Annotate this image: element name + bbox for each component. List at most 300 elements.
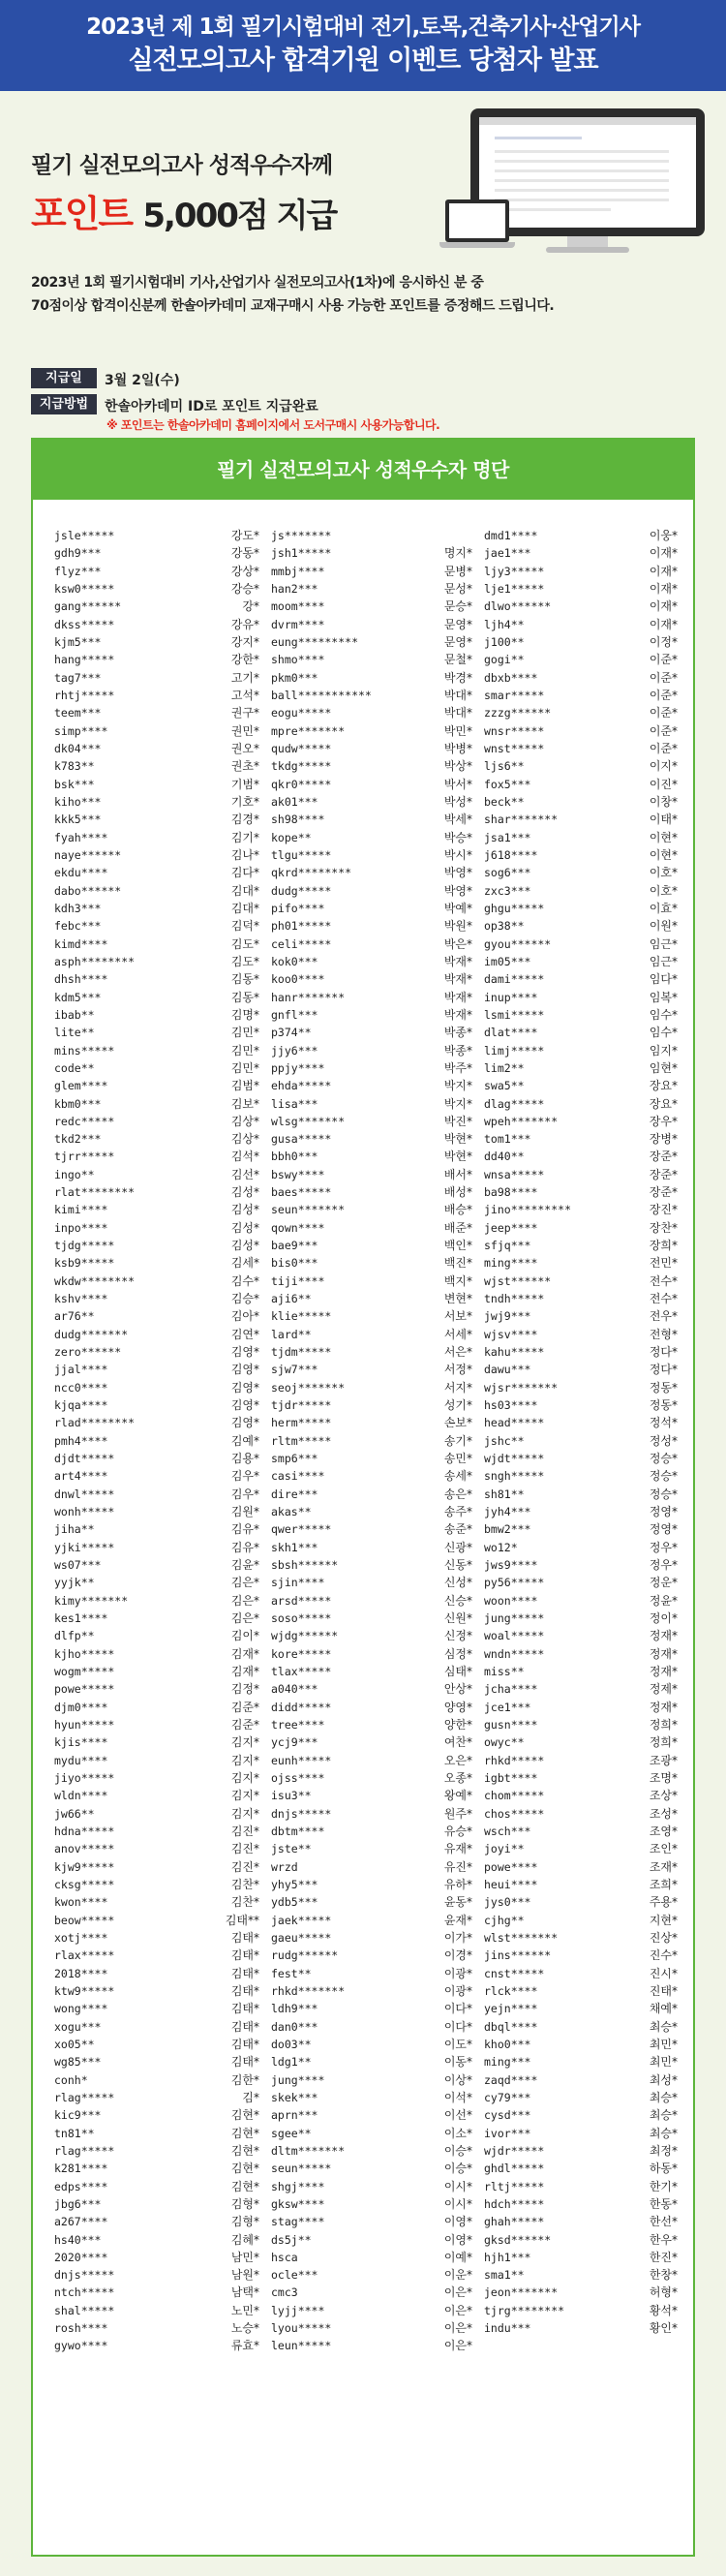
winner-id: wlst******* — [484, 1930, 559, 1945]
winner-id: tree**** — [271, 1717, 325, 1732]
winner-name: 장찬* — [649, 1220, 678, 1235]
winner-id: ba98**** — [484, 1185, 538, 1200]
winner-name: 김명* — [230, 1007, 259, 1022]
winner-entry — [271, 1520, 472, 1538]
winner-entry — [484, 633, 678, 651]
winner-id: wo12* — [484, 1540, 518, 1554]
winner-id: lim2** — [484, 1060, 525, 1075]
winner-entry — [271, 1006, 472, 1024]
winner-id: wjdr***** — [484, 2143, 545, 2158]
winner-name: 장희* — [649, 1239, 678, 1253]
winner-id: baes***** — [271, 1185, 332, 1200]
winner-entry — [484, 2142, 678, 2160]
winner-entry — [484, 2213, 678, 2230]
winner-entry — [484, 1273, 678, 1290]
winner-entry — [271, 1450, 472, 1467]
hero-section — [0, 91, 726, 368]
winner-name: 박민* — [443, 723, 472, 738]
winner-entry — [271, 1733, 472, 1751]
winner-entry — [484, 2231, 678, 2249]
winner-name: 명지* — [443, 546, 472, 561]
winner-name: 김승* — [230, 1292, 259, 1306]
winner-entry — [271, 1556, 472, 1574]
winner-name: 이진* — [649, 777, 678, 791]
winner-id: lje1***** — [484, 581, 545, 596]
winner-entry — [54, 776, 259, 793]
winner-id: kho0*** — [484, 2037, 531, 2051]
winner-name: 임근* — [649, 954, 678, 968]
winner-entry — [271, 953, 472, 970]
winner-id: moom**** — [271, 599, 325, 614]
winner-id: jae1*** — [484, 546, 531, 561]
winner-name: 정이* — [649, 1611, 678, 1626]
winner-id: ycj9*** — [271, 1735, 318, 1750]
winner-name: 김기* — [230, 830, 259, 844]
winner-entry — [54, 989, 259, 1006]
winner-entry — [54, 722, 259, 740]
winner-id: lyjj**** — [271, 2303, 325, 2317]
winner-id: ljy3***** — [484, 564, 545, 578]
winner-id: wkdw******** — [54, 1273, 136, 1288]
winner-entry — [484, 2178, 678, 2195]
winner-entry — [54, 1769, 259, 1787]
winner-id: dabo****** — [54, 883, 122, 898]
winner-id: didd***** — [271, 1700, 332, 1714]
winner-entry — [271, 1467, 472, 1485]
winner-name: 김상* — [230, 1114, 259, 1128]
winner-entry — [54, 740, 259, 757]
winner-entry — [271, 1113, 472, 1130]
winner-name: 김준* — [230, 1700, 259, 1714]
winner-id: kwon**** — [54, 1895, 108, 1910]
winner-entry — [484, 1432, 678, 1450]
winner-entry — [271, 651, 472, 668]
winner-id: ksb9***** — [54, 1256, 115, 1271]
winner-entry — [54, 1077, 259, 1094]
winner-id: pifo**** — [271, 901, 325, 915]
winner-name: 이재* — [649, 581, 678, 596]
winner-id: jyh4*** — [484, 1505, 531, 1519]
winner-entry — [484, 1166, 678, 1183]
winner-name: 진상* — [649, 1930, 678, 1945]
winner-name: 김태* — [230, 1948, 259, 1963]
winner-id: fox5*** — [484, 777, 531, 791]
winner-id: bswy**** — [271, 1167, 325, 1181]
winner-entry — [484, 1840, 678, 1857]
winner-id: flyz*** — [54, 564, 102, 578]
winner-entry — [271, 616, 472, 633]
winner-name: 장병* — [649, 1132, 678, 1147]
winner-id: qkr0***** — [271, 777, 332, 791]
winner-entry — [484, 953, 678, 970]
winner-id: ydb5*** — [271, 1895, 318, 1910]
winner-name: 이준* — [649, 706, 678, 721]
winner-id: gksw**** — [271, 2196, 325, 2211]
winner-entry — [484, 1042, 678, 1059]
winner-id: dltm******* — [271, 2143, 346, 2158]
winner-id: dnjs***** — [54, 2268, 115, 2283]
winner-id: j100** — [484, 634, 525, 649]
winner-name: 김유* — [230, 1522, 259, 1537]
winner-entry — [54, 1840, 259, 1857]
winner-entry — [484, 793, 678, 811]
winner-name: 정영* — [649, 1505, 678, 1519]
winner-name: 최성* — [649, 2072, 678, 2087]
winner-name: 백지* — [443, 1273, 472, 1288]
winner-id: cy79*** — [484, 2090, 531, 2104]
winner-id: ph01***** — [271, 919, 332, 934]
winner-entry — [54, 1699, 259, 1716]
winner-id: ncc0**** — [54, 1380, 108, 1395]
winner-name: 김성* — [230, 1220, 259, 1235]
winner-id: kdh3*** — [54, 901, 102, 915]
winner-name: 김나* — [230, 847, 259, 862]
winner-name: 송세* — [443, 1469, 472, 1484]
winner-id: rlat******** — [54, 1185, 136, 1200]
winner-name: 임근* — [649, 936, 678, 951]
winner-id: ksw0***** — [54, 581, 115, 596]
winner-id: kimy******* — [54, 1593, 129, 1608]
winner-name: 이다* — [443, 2002, 472, 2016]
winner-entry — [54, 2106, 259, 2124]
winner-name: 배서* — [443, 1167, 472, 1181]
winner-name: 김민* — [230, 1060, 259, 1075]
winner-entry — [271, 2106, 472, 2124]
winner-entry — [484, 1539, 678, 1556]
winner-name: 임다* — [649, 972, 678, 987]
winner-id: ojss**** — [271, 1770, 325, 1785]
winner-id: arsd***** — [271, 1593, 332, 1608]
winner-id: tn81** — [54, 2126, 95, 2140]
winner-name: 김예* — [230, 1433, 259, 1448]
winner-entry — [271, 527, 472, 544]
winner-name: 김진* — [230, 1859, 259, 1874]
winner-name: 김영* — [230, 1363, 259, 1377]
winner-entry — [484, 2319, 678, 2337]
winner-name: 김도* — [230, 936, 259, 951]
winner-entry — [484, 1805, 678, 1823]
winner-id: jsh1***** — [271, 546, 332, 561]
winner-entry — [271, 1912, 472, 1929]
winner-entry — [54, 1059, 259, 1077]
winner-id: ppjy**** — [271, 1060, 325, 1075]
winner-entry — [271, 1574, 472, 1591]
winner-name: 김범* — [230, 1079, 259, 1093]
winner-name: 이경* — [443, 1948, 472, 1963]
winner-name: 김선* — [230, 1167, 259, 1181]
winner-id: beow***** — [54, 1913, 115, 1927]
winner-name: 양한* — [443, 1717, 472, 1732]
winner-entry — [484, 598, 678, 615]
winner-entry — [271, 1237, 472, 1254]
winner-entry — [484, 935, 678, 953]
winner-name: 황인* — [649, 2321, 678, 2336]
winner-entry — [271, 2284, 472, 2301]
winner-entry — [54, 900, 259, 917]
winner-entry — [271, 1361, 472, 1378]
winner-id: chos***** — [484, 1806, 545, 1821]
winner-id: lisa*** — [271, 1096, 318, 1111]
winner-id: dvrm**** — [271, 617, 325, 631]
winner-entry — [54, 2266, 259, 2284]
winner-name: 이은* — [443, 2303, 472, 2317]
winner-name: 최정* — [649, 2143, 678, 2158]
winner-id: igbt**** — [484, 1770, 538, 1785]
winner-name: 김혜* — [230, 2232, 259, 2247]
winner-name: 송기* — [443, 1433, 472, 1448]
winner-name: 이시* — [443, 2196, 472, 2211]
winner-name: 박영* — [443, 883, 472, 898]
winner-id: tlgu***** — [271, 847, 332, 862]
winner-id: kshv**** — [54, 1292, 108, 1306]
winner-id: tndh***** — [484, 1292, 545, 1306]
winner-name: 김한* — [230, 2072, 259, 2087]
winner-entry — [484, 1610, 678, 1627]
winner-entry — [54, 953, 259, 970]
winner-id: powe***** — [54, 1682, 115, 1697]
winner-name: 조성* — [649, 1806, 678, 1821]
winner-id: qudw***** — [271, 741, 332, 755]
winner-id: wjdt***** — [484, 1452, 545, 1466]
winner-id: zxc3*** — [484, 883, 531, 898]
winner-name: 김석* — [230, 1150, 259, 1164]
winner-id: yjki***** — [54, 1540, 115, 1554]
winner-entry — [484, 900, 678, 917]
winner-entry — [484, 1219, 678, 1237]
winner-id: mins***** — [54, 1043, 115, 1058]
winner-name: 이가* — [443, 1930, 472, 1945]
winner-name: 송주* — [443, 1505, 472, 1519]
winner-name: 남택* — [230, 2285, 259, 2300]
winner-id: tjdg***** — [54, 1239, 115, 1253]
winner-entry — [54, 793, 259, 811]
winner-id: a040*** — [271, 1682, 318, 1697]
winner-entry — [54, 2284, 259, 2301]
winner-id: glem**** — [54, 1079, 108, 1093]
winner-id: kkk5*** — [54, 813, 102, 827]
winner-entry — [484, 1113, 678, 1130]
winner-entry — [271, 900, 472, 917]
winner-name: 기범* — [230, 777, 259, 791]
winner-id: xotj**** — [54, 1930, 108, 1945]
winner-entry — [271, 757, 472, 775]
winner-id: wnsr***** — [484, 723, 545, 738]
winner-entry — [484, 2036, 678, 2053]
winner-name: 김영* — [230, 1345, 259, 1360]
winner-entry — [484, 1716, 678, 1733]
point-usage-note: ※ 포인트는 한솔아카데미 홈페이지에서 도서구매시 사용가능합니다. — [106, 418, 440, 432]
winner-id: jaek***** — [271, 1913, 332, 1927]
winner-name: 정다* — [649, 1363, 678, 1377]
winner-name: 이창* — [649, 794, 678, 809]
winner-entry — [271, 1592, 472, 1610]
winner-name: 박예* — [443, 901, 472, 915]
winner-entry — [271, 1699, 472, 1716]
winner-name: 왕예* — [443, 1789, 472, 1803]
winner-entry — [54, 1680, 259, 1698]
winner-entry — [271, 1059, 472, 1077]
winner-id: edps**** — [54, 2179, 108, 2193]
winner-entry — [54, 2213, 259, 2230]
winner-entry — [54, 616, 259, 633]
winner-entry — [271, 1876, 472, 1893]
winners-column-3 — [484, 527, 678, 2337]
payment-date-value: 3월 2일(수) — [105, 373, 180, 388]
winner-entry — [54, 1361, 259, 1378]
winner-name: 이다* — [443, 2019, 472, 2034]
winner-id: pkm0*** — [271, 670, 318, 685]
winner-name: 강도* — [230, 529, 259, 542]
winner-entry — [54, 1450, 259, 1467]
winner-entry — [271, 864, 472, 881]
winner-entry — [484, 970, 678, 988]
winner-entry — [271, 1024, 472, 1041]
winner-entry — [54, 1592, 259, 1610]
winner-id: jeon******* — [484, 2285, 559, 2300]
winner-name: 노민* — [230, 2303, 259, 2317]
winner-name: 박은* — [443, 936, 472, 951]
winner-name: 정석* — [649, 1416, 678, 1430]
winner-id: jbg6*** — [54, 2196, 102, 2211]
winner-name: 박성* — [443, 794, 472, 809]
winner-id: yhy5*** — [271, 1877, 318, 1891]
winner-entry — [271, 1893, 472, 1911]
winner-entry — [54, 1183, 259, 1201]
winner-name: 김지* — [230, 1789, 259, 1803]
header-line2: 실전모의고사 합격기원 이벤트 당첨자 발표 — [128, 46, 598, 76]
winner-id: ljh4** — [484, 617, 525, 631]
winner-entry — [484, 882, 678, 900]
winner-entry — [54, 1520, 259, 1538]
winner-id: ldg1** — [271, 2055, 312, 2070]
winner-name: 이영* — [443, 2215, 472, 2229]
winner-id: sog6*** — [484, 866, 531, 880]
winner-id: wjsr******* — [484, 1380, 559, 1395]
winner-name: 김진* — [230, 1842, 259, 1856]
winner-entry — [271, 2231, 472, 2249]
winner-name: 김연* — [230, 1327, 259, 1341]
winner-entry — [484, 1663, 678, 1680]
winner-id: indu*** — [484, 2321, 531, 2336]
winner-id: kjw9***** — [54, 1859, 115, 1874]
winner-name: 배성* — [443, 1185, 472, 1200]
winner-name: 정윤* — [649, 1593, 678, 1608]
winner-id: shal***** — [54, 2303, 115, 2317]
winner-name: 이현* — [649, 847, 678, 862]
winner-id: dk04*** — [54, 741, 102, 755]
winner-id: kahu***** — [484, 1345, 545, 1360]
winner-entry — [54, 1201, 259, 1218]
winner-id: art4**** — [54, 1469, 108, 1484]
winner-id: yyjk** — [54, 1576, 95, 1590]
winner-id: ghah***** — [484, 2215, 545, 2229]
winner-id: cnst***** — [484, 1966, 545, 1980]
winner-entry — [271, 811, 472, 828]
winner-name: 김형* — [230, 2196, 259, 2211]
winner-id: rhkd******* — [271, 1983, 346, 1998]
winner-id: asph******** — [54, 954, 136, 968]
winner-entry — [484, 1467, 678, 1485]
winner-id: wong**** — [54, 2002, 108, 2016]
winner-id: wnsa***** — [484, 1167, 545, 1181]
winner-id: qown**** — [271, 1220, 325, 1235]
winner-entry — [271, 1290, 472, 1307]
winner-name: 박현* — [443, 1132, 472, 1147]
winner-name: 정다* — [649, 1345, 678, 1360]
winner-name: 윤재* — [443, 1913, 472, 1927]
winner-name: 강상* — [230, 564, 259, 578]
winner-id: ehda***** — [271, 1079, 332, 1093]
winner-entry — [271, 740, 472, 757]
winner-name: 김태* — [230, 2055, 259, 2070]
winner-entry — [484, 2125, 678, 2142]
winner-id: hang***** — [54, 653, 115, 667]
winner-id: jcha**** — [484, 1682, 538, 1697]
winner-name: 오은* — [443, 1753, 472, 1767]
winner-id: ming**** — [484, 1256, 538, 1271]
winner-name: 김동* — [230, 990, 259, 1004]
winner-entry — [271, 1716, 472, 1733]
winner-name: 정재* — [649, 1646, 678, 1661]
winner-entry — [271, 704, 472, 721]
winner-name: 김정* — [230, 1682, 259, 1697]
winner-name: 김성* — [230, 1239, 259, 1253]
winner-name: 장준* — [649, 1167, 678, 1181]
winner-id: heui**** — [484, 1877, 538, 1891]
winner-id: do03** — [271, 2037, 312, 2051]
winner-name: 정희* — [649, 1717, 678, 1732]
winner-entry — [271, 1486, 472, 1503]
winner-entry — [271, 1432, 472, 1450]
winner-id: ldh9*** — [271, 2002, 318, 2016]
winner-id: woon**** — [484, 1593, 538, 1608]
winner-name: 이지* — [649, 759, 678, 774]
winner-entry — [54, 2142, 259, 2160]
winner-name: 신원* — [443, 1611, 472, 1626]
winner-name: 김대* — [230, 883, 259, 898]
winner-name: 박주* — [443, 1060, 472, 1075]
winner-entry — [484, 1982, 678, 2000]
winner-id: bae9*** — [271, 1239, 318, 1253]
winner-entry — [54, 2160, 259, 2177]
winner-name: 이영* — [443, 2232, 472, 2247]
hero-desc-line1: 2023년 1회 필기시험대비 기사,산업기사 실전모의고사(1차)에 응시하신 분 중 — [31, 275, 484, 291]
winner-id: tom1*** — [484, 1132, 531, 1147]
winner-entry — [271, 776, 472, 793]
winner-name: 심태* — [443, 1665, 472, 1678]
winner-entry — [271, 1823, 472, 1840]
winner-name: 진시* — [649, 1966, 678, 1980]
winner-name: 강유* — [230, 617, 259, 631]
winner-entry — [484, 2249, 678, 2266]
winner-id: wrzd — [271, 1859, 298, 1874]
winner-id: lsmi***** — [484, 1007, 545, 1022]
winner-id: hyun***** — [54, 1717, 115, 1732]
winner-name: 김현* — [230, 2179, 259, 2193]
winner-name: 박현* — [443, 1150, 472, 1164]
winner-entry — [54, 1574, 259, 1591]
winner-name: 박상* — [443, 759, 472, 774]
winner-id: wogm***** — [54, 1665, 115, 1678]
winner-id: code** — [54, 1060, 95, 1075]
winner-name: 강한* — [230, 653, 259, 667]
winner-id: rltj***** — [484, 2179, 545, 2193]
winner-entry — [484, 527, 678, 544]
winner-id: gusn**** — [484, 1717, 538, 1732]
winner-name: 김다* — [230, 866, 259, 880]
winner-entry — [484, 722, 678, 740]
winner-entry — [271, 1663, 472, 1680]
